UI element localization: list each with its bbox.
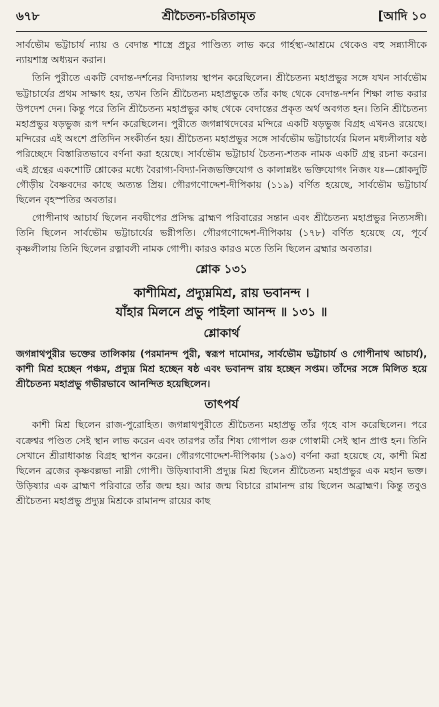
purport-text: কাশী মিশ্র ছিলেন রাজ-পুরোহিত। জগন্নাথপুরীতে শ্রীচৈতন্য মহাপ্রভু তাঁর গৃহে বাস করেছিলেন। পরে বক্রেশ্বর পণ্ডিত সেই স্থান লাভ করেন এবং তারপর তাঁর শিষ্য গোপাল গুরু গোস্বামী সেই স্থান প্রাপ্ত হন। তিনি সেখানে শ্রীরাধাকান্ত বিগ্রহ স্থাপন করেন। গৌরগণোদ্দেশ-দীপিকায় (১৯৩) বর্ণনা করা হয়েছে যে, কাশী মিশ্র ছিলেন ব্রজের কৃষ্ণবল্লভা নাম্নী গোপী। উড়িষ্যাবাসী প্রদ্যুম্ন মিশ্র ছিলেন শ্রীচৈতন্য মহাপ্রভুর এক মহান ভক্ত। উড়িষ্যার এক ব্রাহ্মণ পরিবারে তাঁর জন্ম হয়। আর জন্ম বিচারে রামানন্দ রায় ছিলেন অব্রাহ্মণ। কিন্তু তবুও শ্রীচৈতন্য মহাপ্রভু প্রদ্যুম্ন মিশ্রকে রামানন্দ রায়ের কাছ: [16, 420, 427, 508]
translation-text: জগন্নাথপুরীর ভক্তের তালিকায় (পরমানন্দ পুরী, স্বরূপ দামোদর, সার্বভৌম ভট্টাচার্য ও গোপীনাথ আচার্য), কাশী মিশ্র হচ্ছেন পঞ্চম, প্রদ্যুম্ন মিশ্র হচ্ছেন ষষ্ঠ এবং ভবানন্দ রায় হচ্ছেন সপ্তম। তাঁদের সঙ্গে মিলিত হয়ে শ্রীচৈতন্য মহাপ্রভু গভীরভাবে আনন্দিত হয়েছিলেন।: [16, 348, 427, 391]
verse-line-1: কাশীমিশ্র, প্রদ্যুম্নমিশ্র, রায় ভবানন্দ ।: [133, 284, 310, 300]
chapter-label: [আদি ১০: [377, 9, 427, 23]
verse-line-2: যাঁহার মিলনে প্রভু পাইলা আনন্দ ॥ ১৩১ ॥: [115, 303, 328, 319]
sloka-heading: শ্লোক ১৩১: [195, 261, 248, 276]
page-header: [16, 8, 427, 32]
paragraph-2: তিনি পুরীতে একটি বেদান্ত-দর্শনের বিদ্যালয় স্থাপন করেছিলেন। শ্রীচৈতন্য মহাপ্রভুর সঙ্গে যখন সার্বভৌম ভট্টাচার্যের প্রথম সাক্ষাৎ হয়, তখন তিনি শ্রীচৈতন্য মহাপ্রভুকে তাঁর কাছ থেকে বেদান্ত-দর্শন শিক্ষা লাভ করার উপদেশ দেন। কিন্তু পরে তিনি শ্রীচৈতন্য মহাপ্রভুর কাছ থেকে বেদান্তের প্রকৃত অর্থ অবগত হন। তিনি শ্রীচৈতন্য মহাপ্রভুর ষড়ভুজ রূপ দর্শন করেছিলেন। পুরীতে জগন্নাথদেবের মন্দিরে একটি ষড়ভুজ বিগ্রহ এখনও রয়েছে। মন্দিরের এই অংশে প্রতিদিন সংকীর্তন হয়। শ্রীচৈতন্য মহাপ্রভুর সঙ্গে সার্বভৌম ভট্টাচার্যের মিলন মধ্যলীলার ষষ্ঠ পরিচ্ছেদে বিস্তারিতভাবে বর্ণনা করা হয়েছে। সার্বভৌম ভট্টাচার্য চৈতন্য-শতক নামক একটি গ্রন্থ রচনা করেন। এই গ্রন্থের একশোটি শ্লোকের মধ্যে বৈরাগ্য-বিদ্যা-নিজভক্তিযোগ ও কালান্নষ্টং ভক্তিযোগং নিজং যঃ—শ্লোকদুটি গৌড়ীয় বৈষ্ণবদের কাছে অত্যন্ত প্রিয়। গৌরগণোদ্দেশ-দীপিকায় (১১৯) বর্ণিত হয়েছে, সার্বভৌম ভট্টাচার্য ছিলেন বৃহস্পতির অবতার।: [16, 73, 427, 207]
book-title: শ্রীচৈতন্য-চরিতামৃত: [162, 9, 256, 23]
page-number: ৬৭৮: [16, 9, 40, 23]
purport-heading: তাৎপর্য: [204, 397, 239, 412]
paragraph-3: গোপীনাথ আচার্য ছিলেন নবদ্বীপের প্রসিদ্ধ ব্রাহ্মণ পরিবারের সন্তান এবং শ্রীচৈতন্য মহাপ্রভুর নিত্যসঙ্গী। তিনি ছিলেন সার্বভৌম ভট্টাচার্যের ভগ্নীপতি। গৌরগণোদ্দেশ-দীপিকায় (১৭৮) বর্ণিত হয়েছে যে, পূর্বে কৃষ্ণলীলায় তিনি ছিলেন রত্নাবলী নামক গোপী। কারও কারও মতে তিনি ছিলেন ব্রহ্মার অবতার।: [16, 213, 427, 255]
translation-heading: শ্লোকার্থ: [203, 325, 240, 340]
paragraph-1: সার্বভৌম ভট্টাচার্য ন্যায় ও বেদান্ত শাস্ত্রে প্রচুর পাণ্ডিত্য লাভ করে গার্হস্থ্য-আশ্রমে থেকেও বহু সন্ন্যাসীকে ন্যায়শাস্ত্র অধ্যয়ন করান।: [16, 40, 427, 67]
